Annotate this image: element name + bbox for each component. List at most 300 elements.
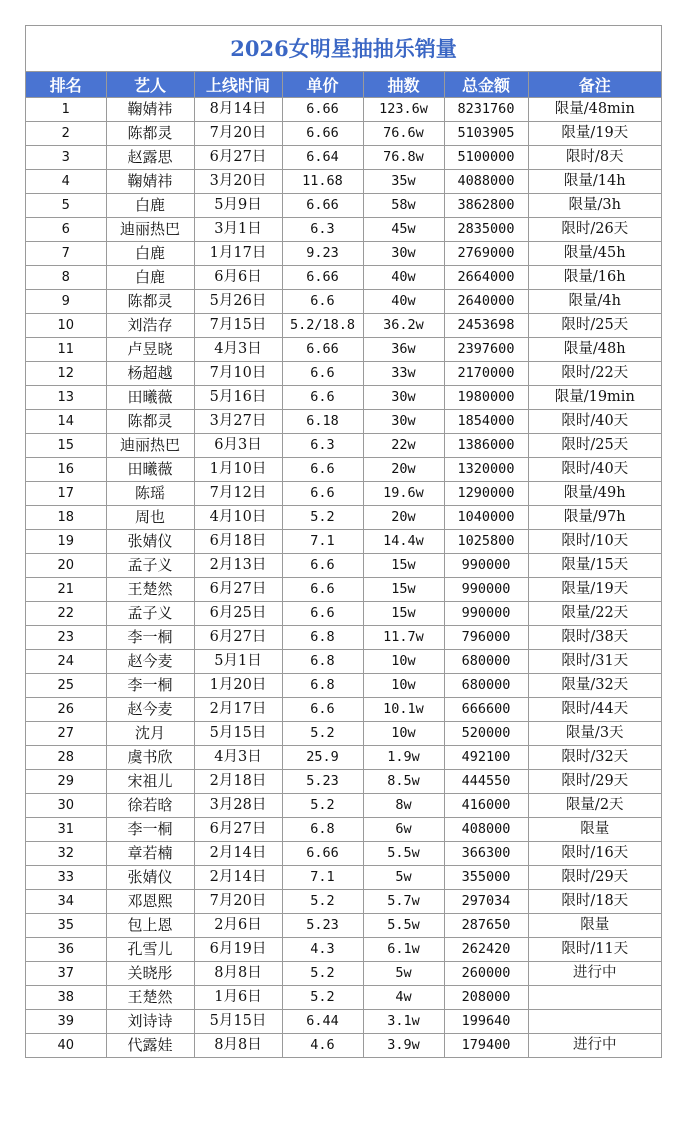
table-row: [26, 242, 661, 266]
cell-artist: 徐若晗: [106, 794, 194, 818]
cell-price: 6.6: [282, 698, 363, 722]
cell-note: 限量/32天: [528, 674, 661, 698]
cell-artist: 包上恩: [106, 914, 194, 938]
table-row: [26, 1034, 661, 1058]
cell-note: 限量/2天: [528, 794, 661, 818]
table-row: [26, 626, 661, 650]
cell-rank: 33: [26, 866, 106, 890]
cell-price: 7.1: [282, 866, 363, 890]
cell-date: 1月17日: [194, 242, 282, 266]
cell-date: 2月14日: [194, 842, 282, 866]
cell-note: 限量: [528, 914, 661, 938]
cell-rank: 24: [26, 650, 106, 674]
cell-price: 6.3: [282, 218, 363, 242]
cell-draws: 19.6w: [363, 482, 444, 506]
cell-total: 2453698: [444, 314, 528, 338]
cell-rank: 12: [26, 362, 106, 386]
cell-note: 限时/29天: [528, 866, 661, 890]
cell-note: 限量/15天: [528, 554, 661, 578]
cell-date: 6月27日: [194, 146, 282, 170]
header-rank: 排名: [26, 72, 106, 98]
cell-artist: 赵今麦: [106, 650, 194, 674]
cell-price: 5.2: [282, 986, 363, 1010]
table-row: [26, 266, 661, 290]
cell-artist: 陈都灵: [106, 410, 194, 434]
cell-price: 6.66: [282, 122, 363, 146]
cell-total: 1025800: [444, 530, 528, 554]
cell-note: 限量/19天: [528, 578, 661, 602]
cell-date: 7月20日: [194, 890, 282, 914]
cell-total: 990000: [444, 578, 528, 602]
cell-rank: 17: [26, 482, 106, 506]
cell-artist: 陈瑶: [106, 482, 194, 506]
cell-total: 2835000: [444, 218, 528, 242]
cell-draws: 5.7w: [363, 890, 444, 914]
cell-total: 1854000: [444, 410, 528, 434]
cell-artist: 宋祖儿: [106, 770, 194, 794]
cell-artist: 田曦薇: [106, 458, 194, 482]
table-row: [26, 890, 661, 914]
table-row: [26, 290, 661, 314]
cell-rank: 10: [26, 314, 106, 338]
cell-note: 进行中: [528, 962, 661, 986]
cell-price: 5.2: [282, 506, 363, 530]
cell-rank: 3: [26, 146, 106, 170]
table-row: [26, 914, 661, 938]
cell-total: 4088000: [444, 170, 528, 194]
cell-price: 6.6: [282, 458, 363, 482]
cell-note: 限时/26天: [528, 218, 661, 242]
cell-total: 199640: [444, 1010, 528, 1034]
table-row: [26, 554, 661, 578]
cell-artist: 虞书欣: [106, 746, 194, 770]
cell-total: 1290000: [444, 482, 528, 506]
cell-date: 5月16日: [194, 386, 282, 410]
cell-rank: 9: [26, 290, 106, 314]
cell-note: 限时/38天: [528, 626, 661, 650]
cell-date: 3月27日: [194, 410, 282, 434]
cell-rank: 7: [26, 242, 106, 266]
cell-note: 限量/45h: [528, 242, 661, 266]
cell-price: 5.2: [282, 890, 363, 914]
header-total: 总金额: [444, 72, 528, 98]
cell-date: 4月10日: [194, 506, 282, 530]
header-artist: 艺人: [106, 72, 194, 98]
cell-artist: 沈月: [106, 722, 194, 746]
cell-date: 1月20日: [194, 674, 282, 698]
table-row: [26, 434, 661, 458]
cell-price: 6.6: [282, 554, 363, 578]
cell-date: 4月3日: [194, 746, 282, 770]
cell-rank: 29: [26, 770, 106, 794]
cell-artist: 李一桐: [106, 626, 194, 650]
cell-total: 680000: [444, 650, 528, 674]
cell-note: 限量: [528, 818, 661, 842]
cell-rank: 2: [26, 122, 106, 146]
cell-date: 4月3日: [194, 338, 282, 362]
cell-date: 6月25日: [194, 602, 282, 626]
table-row: [26, 938, 661, 962]
cell-artist: 白鹿: [106, 194, 194, 218]
cell-note: 限时/22天: [528, 362, 661, 386]
cell-draws: 22w: [363, 434, 444, 458]
cell-price: 6.44: [282, 1010, 363, 1034]
cell-draws: 36w: [363, 338, 444, 362]
cell-artist: 张婧仪: [106, 530, 194, 554]
cell-price: 7.1: [282, 530, 363, 554]
cell-date: 3月28日: [194, 794, 282, 818]
cell-note: 限量/22天: [528, 602, 661, 626]
cell-draws: 6.1w: [363, 938, 444, 962]
cell-rank: 31: [26, 818, 106, 842]
cell-rank: 32: [26, 842, 106, 866]
cell-price: 11.68: [282, 170, 363, 194]
cell-note: 限量/49h: [528, 482, 661, 506]
cell-rank: 6: [26, 218, 106, 242]
cell-note: 限量/97h: [528, 506, 661, 530]
cell-artist: 陈都灵: [106, 122, 194, 146]
cell-rank: 13: [26, 386, 106, 410]
cell-price: 6.66: [282, 842, 363, 866]
cell-total: 260000: [444, 962, 528, 986]
cell-artist: 陈都灵: [106, 290, 194, 314]
cell-note: 限量/16h: [528, 266, 661, 290]
cell-total: 2397600: [444, 338, 528, 362]
cell-date: 7月20日: [194, 122, 282, 146]
cell-draws: 33w: [363, 362, 444, 386]
cell-note: 限时/25天: [528, 314, 661, 338]
cell-price: 6.6: [282, 602, 363, 626]
table-row: [26, 794, 661, 818]
cell-price: 5.23: [282, 914, 363, 938]
cell-artist: 鞠婧祎: [106, 170, 194, 194]
cell-artist: 田曦薇: [106, 386, 194, 410]
cell-artist: 张婧仪: [106, 866, 194, 890]
cell-artist: 孟子义: [106, 602, 194, 626]
cell-price: 6.8: [282, 818, 363, 842]
cell-date: 2月17日: [194, 698, 282, 722]
cell-draws: 15w: [363, 602, 444, 626]
cell-draws: 123.6w: [363, 98, 444, 122]
cell-draws: 30w: [363, 242, 444, 266]
cell-rank: 16: [26, 458, 106, 482]
cell-price: 6.3: [282, 434, 363, 458]
cell-note: 限量/48h: [528, 338, 661, 362]
cell-artist: 代露娃: [106, 1034, 194, 1058]
table-row: [26, 194, 661, 218]
cell-total: 208000: [444, 986, 528, 1010]
cell-artist: 王楚然: [106, 986, 194, 1010]
cell-rank: 38: [26, 986, 106, 1010]
cell-rank: 34: [26, 890, 106, 914]
cell-price: 5.23: [282, 770, 363, 794]
cell-artist: 孟子义: [106, 554, 194, 578]
cell-date: 6月19日: [194, 938, 282, 962]
table-row: [26, 218, 661, 242]
cell-date: 1月10日: [194, 458, 282, 482]
cell-artist: 李一桐: [106, 674, 194, 698]
cell-rank: 36: [26, 938, 106, 962]
cell-rank: 25: [26, 674, 106, 698]
table-row: [26, 866, 661, 890]
table-row: [26, 506, 661, 530]
table-row: [26, 842, 661, 866]
sales-table: [26, 72, 661, 1058]
cell-artist: 王楚然: [106, 578, 194, 602]
cell-note: 限时/29天: [528, 770, 661, 794]
cell-total: 492100: [444, 746, 528, 770]
cell-note: 限时/40天: [528, 458, 661, 482]
cell-rank: 19: [26, 530, 106, 554]
table-row: [26, 146, 661, 170]
cell-note: 限量/3h: [528, 194, 661, 218]
table-row: [26, 650, 661, 674]
cell-draws: 36.2w: [363, 314, 444, 338]
cell-total: 2640000: [444, 290, 528, 314]
header-note: 备注: [528, 72, 661, 98]
cell-date: 6月18日: [194, 530, 282, 554]
cell-rank: 37: [26, 962, 106, 986]
cell-total: 1040000: [444, 506, 528, 530]
cell-note: [528, 1010, 661, 1034]
cell-date: 3月20日: [194, 170, 282, 194]
cell-note: 限量/19天: [528, 122, 661, 146]
cell-rank: 26: [26, 698, 106, 722]
cell-total: 1980000: [444, 386, 528, 410]
cell-date: 6月27日: [194, 818, 282, 842]
cell-price: 6.8: [282, 650, 363, 674]
table-header-row: [26, 72, 661, 98]
cell-date: 8月8日: [194, 1034, 282, 1058]
cell-total: 297034: [444, 890, 528, 914]
cell-total: 2170000: [444, 362, 528, 386]
cell-note: 限时/44天: [528, 698, 661, 722]
table-row: [26, 170, 661, 194]
cell-price: 6.8: [282, 674, 363, 698]
cell-total: 796000: [444, 626, 528, 650]
cell-date: 6月27日: [194, 626, 282, 650]
cell-price: 6.6: [282, 482, 363, 506]
cell-price: 25.9: [282, 746, 363, 770]
cell-date: 2月14日: [194, 866, 282, 890]
cell-total: 520000: [444, 722, 528, 746]
cell-artist: 白鹿: [106, 266, 194, 290]
cell-artist: 周也: [106, 506, 194, 530]
cell-rank: 35: [26, 914, 106, 938]
cell-date: 7月15日: [194, 314, 282, 338]
table-row: [26, 986, 661, 1010]
cell-note: [528, 986, 661, 1010]
cell-date: 3月1日: [194, 218, 282, 242]
cell-note: 限量/19min: [528, 386, 661, 410]
cell-artist: 卢昱晓: [106, 338, 194, 362]
cell-note: 限时/8天: [528, 146, 661, 170]
cell-draws: 15w: [363, 578, 444, 602]
cell-date: 6月27日: [194, 578, 282, 602]
cell-rank: 11: [26, 338, 106, 362]
table-row: [26, 746, 661, 770]
cell-rank: 22: [26, 602, 106, 626]
cell-total: 990000: [444, 554, 528, 578]
cell-draws: 6w: [363, 818, 444, 842]
cell-rank: 30: [26, 794, 106, 818]
cell-draws: 3.9w: [363, 1034, 444, 1058]
cell-artist: 关晓彤: [106, 962, 194, 986]
cell-price: 4.3: [282, 938, 363, 962]
cell-total: 287650: [444, 914, 528, 938]
table-row: [26, 578, 661, 602]
cell-draws: 8.5w: [363, 770, 444, 794]
cell-draws: 1.9w: [363, 746, 444, 770]
table-row: [26, 818, 661, 842]
cell-artist: 迪丽热巴: [106, 218, 194, 242]
cell-artist: 白鹿: [106, 242, 194, 266]
cell-rank: 39: [26, 1010, 106, 1034]
cell-draws: 35w: [363, 170, 444, 194]
cell-total: 408000: [444, 818, 528, 842]
cell-draws: 76.8w: [363, 146, 444, 170]
cell-total: 5100000: [444, 146, 528, 170]
header-draws: 抽数: [363, 72, 444, 98]
cell-date: 5月26日: [194, 290, 282, 314]
cell-rank: 23: [26, 626, 106, 650]
cell-note: 限时/32天: [528, 746, 661, 770]
cell-draws: 20w: [363, 458, 444, 482]
cell-rank: 4: [26, 170, 106, 194]
cell-date: 5月15日: [194, 1010, 282, 1034]
cell-total: 2769000: [444, 242, 528, 266]
cell-artist: 赵今麦: [106, 698, 194, 722]
table-row: [26, 698, 661, 722]
cell-rank: 27: [26, 722, 106, 746]
cell-price: 5.2: [282, 722, 363, 746]
cell-note: 限量/3天: [528, 722, 661, 746]
cell-draws: 45w: [363, 218, 444, 242]
cell-note: 限时/18天: [528, 890, 661, 914]
cell-rank: 21: [26, 578, 106, 602]
table-body: [26, 98, 661, 1058]
cell-note: 限时/31天: [528, 650, 661, 674]
cell-total: 2664000: [444, 266, 528, 290]
cell-artist: 鞠婧祎: [106, 98, 194, 122]
cell-draws: 5.5w: [363, 914, 444, 938]
table-row: [26, 602, 661, 626]
cell-rank: 5: [26, 194, 106, 218]
cell-draws: 14.4w: [363, 530, 444, 554]
sales-sheet: [25, 25, 662, 1058]
cell-price: 9.23: [282, 242, 363, 266]
cell-draws: 3.1w: [363, 1010, 444, 1034]
cell-note: 限量/14h: [528, 170, 661, 194]
cell-total: 444550: [444, 770, 528, 794]
cell-draws: 10.1w: [363, 698, 444, 722]
cell-price: 4.6: [282, 1034, 363, 1058]
cell-price: 6.66: [282, 338, 363, 362]
cell-date: 8月14日: [194, 98, 282, 122]
cell-rank: 1: [26, 98, 106, 122]
table-row: [26, 674, 661, 698]
cell-date: 6月3日: [194, 434, 282, 458]
cell-total: 3862800: [444, 194, 528, 218]
cell-note: 限时/16天: [528, 842, 661, 866]
table-row: [26, 362, 661, 386]
cell-price: 6.66: [282, 194, 363, 218]
cell-note: 限时/10天: [528, 530, 661, 554]
table-row: [26, 530, 661, 554]
cell-total: 366300: [444, 842, 528, 866]
cell-price: 6.6: [282, 290, 363, 314]
cell-total: 666600: [444, 698, 528, 722]
table-row: [26, 482, 661, 506]
cell-draws: 10w: [363, 674, 444, 698]
cell-price: 5.2/18.8: [282, 314, 363, 338]
cell-date: 2月6日: [194, 914, 282, 938]
cell-artist: 章若楠: [106, 842, 194, 866]
cell-draws: 76.6w: [363, 122, 444, 146]
table-row: [26, 770, 661, 794]
cell-draws: 5.5w: [363, 842, 444, 866]
cell-date: 5月1日: [194, 650, 282, 674]
cell-total: 8231760: [444, 98, 528, 122]
cell-note: 限量/4h: [528, 290, 661, 314]
cell-note: 限时/11天: [528, 938, 661, 962]
cell-total: 355000: [444, 866, 528, 890]
cell-total: 990000: [444, 602, 528, 626]
table-row: [26, 1010, 661, 1034]
cell-draws: 10w: [363, 722, 444, 746]
table-row: [26, 962, 661, 986]
cell-total: 262420: [444, 938, 528, 962]
table-row: [26, 338, 661, 362]
cell-rank: 28: [26, 746, 106, 770]
cell-price: 6.6: [282, 362, 363, 386]
cell-artist: 迪丽热巴: [106, 434, 194, 458]
cell-date: 8月8日: [194, 962, 282, 986]
cell-rank: 15: [26, 434, 106, 458]
cell-note: 限时/40天: [528, 410, 661, 434]
table-row: [26, 386, 661, 410]
table-row: [26, 722, 661, 746]
cell-rank: 14: [26, 410, 106, 434]
cell-price: 6.64: [282, 146, 363, 170]
cell-artist: 刘浩存: [106, 314, 194, 338]
cell-price: 5.2: [282, 962, 363, 986]
cell-total: 179400: [444, 1034, 528, 1058]
cell-date: 2月18日: [194, 770, 282, 794]
cell-price: 6.66: [282, 98, 363, 122]
cell-draws: 5w: [363, 962, 444, 986]
table-row: [26, 314, 661, 338]
cell-draws: 15w: [363, 554, 444, 578]
cell-price: 6.6: [282, 578, 363, 602]
cell-rank: 20: [26, 554, 106, 578]
cell-artist: 邓恩熙: [106, 890, 194, 914]
cell-date: 6月6日: [194, 266, 282, 290]
cell-draws: 8w: [363, 794, 444, 818]
table-row: [26, 98, 661, 122]
cell-total: 1320000: [444, 458, 528, 482]
table-row: [26, 410, 661, 434]
cell-draws: 4w: [363, 986, 444, 1010]
cell-artist: 李一桐: [106, 818, 194, 842]
cell-total: 680000: [444, 674, 528, 698]
cell-draws: 40w: [363, 290, 444, 314]
cell-total: 5103905: [444, 122, 528, 146]
cell-price: 6.8: [282, 626, 363, 650]
cell-note: 限时/25天: [528, 434, 661, 458]
cell-artist: 刘诗诗: [106, 1010, 194, 1034]
cell-draws: 40w: [363, 266, 444, 290]
